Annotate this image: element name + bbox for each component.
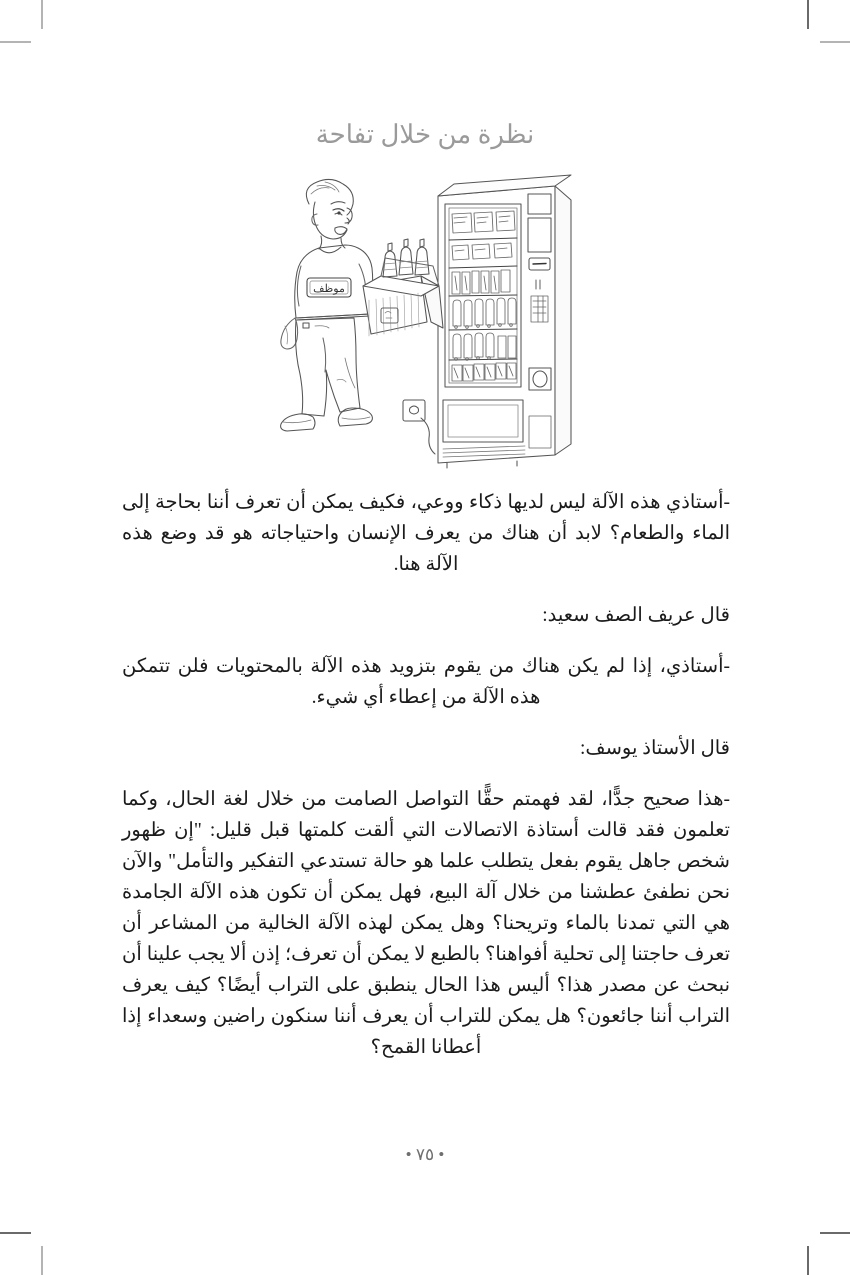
crop-mark-top-right-vertical: [807, 0, 809, 29]
cardboard-box-graphic: [363, 239, 443, 336]
crop-mark-top-left-horizontal: [0, 41, 31, 43]
body-text-block: [122, 487, 730, 1063]
crop-mark-bottom-left-horizontal: [0, 1232, 31, 1234]
crop-mark-top-left-vertical: [41, 0, 43, 29]
crop-mark-bottom-left-vertical: [41, 1246, 43, 1275]
paragraph-5: -هذا صحيح جدًّا، لقد فهمتم حقًّا التواصل الصامت من خلال لغة الحال، وكما تعلمون فقد قالت أستاذة الاتصالات التي ألقت كلمتها قبل قليل: "إن ظهور شخص جاهل يقوم بفعل يتطلب علما هو حالة تستدعي التفكير والتأمل" والآن نحن نطفئ عطشنا من خلال آلة البيع، فهل يمكن أن تكون هذه الآلة الجامدة هي التي تمدنا بالماء وتريحنا؟ وهل يمكن لهذه الآلة الخالية من المشاعر أن تعرف حاجتنا إلى تحلية أفواهنا؟ بالطبع لا يمكن أن تعرف؛ إذن ألا يجب علينا أن نبحث عن مصدر هذا؟ أليس هذا الحال ينطبق على التراب أيضًا؟ كيف يعرف التراب أننا جائعون؟ هل يمكن للتراب أن يعرف أننا سنكون راضين وسعداء إذا أعطانا القمح؟: [122, 789, 730, 1058]
page-number: • ٧٥ •: [405, 1145, 445, 1164]
uniform-badge-label: موظف: [313, 283, 345, 295]
crop-mark-bottom-right-horizontal: [820, 1232, 850, 1234]
crop-mark-bottom-right-vertical: [807, 1246, 809, 1275]
paragraph-3: -أستاذي، إذا لم يكن هناك من يقوم بتزويد هذه الآلة بالمحتويات فلن تتمكن هذه الآلة من إعطاء أي شيء.: [122, 656, 730, 708]
vending-machine-graphic: [438, 175, 571, 468]
wall-socket-graphic: [403, 400, 435, 454]
chapter-illustration: [255, 168, 595, 473]
paragraph-4-speaker: قال الأستاذ يوسف:: [579, 738, 730, 759]
page-title: نظرة من خلال تفاحة: [315, 120, 535, 149]
paragraph-2-speaker: قال عريف الصف سعيد:: [542, 605, 730, 626]
paragraph-1: -أستاذي هذه الآلة ليس لديها ذكاء ووعي، فكيف يمكن أن تعرف أننا بحاجة إلى الماء والطعام؟ لابد أن هناك من يعرف الإنسان واحتياجاته هو قد وضع هذه الآلة هنا.: [122, 492, 730, 575]
crop-mark-top-right-horizontal: [820, 41, 850, 43]
